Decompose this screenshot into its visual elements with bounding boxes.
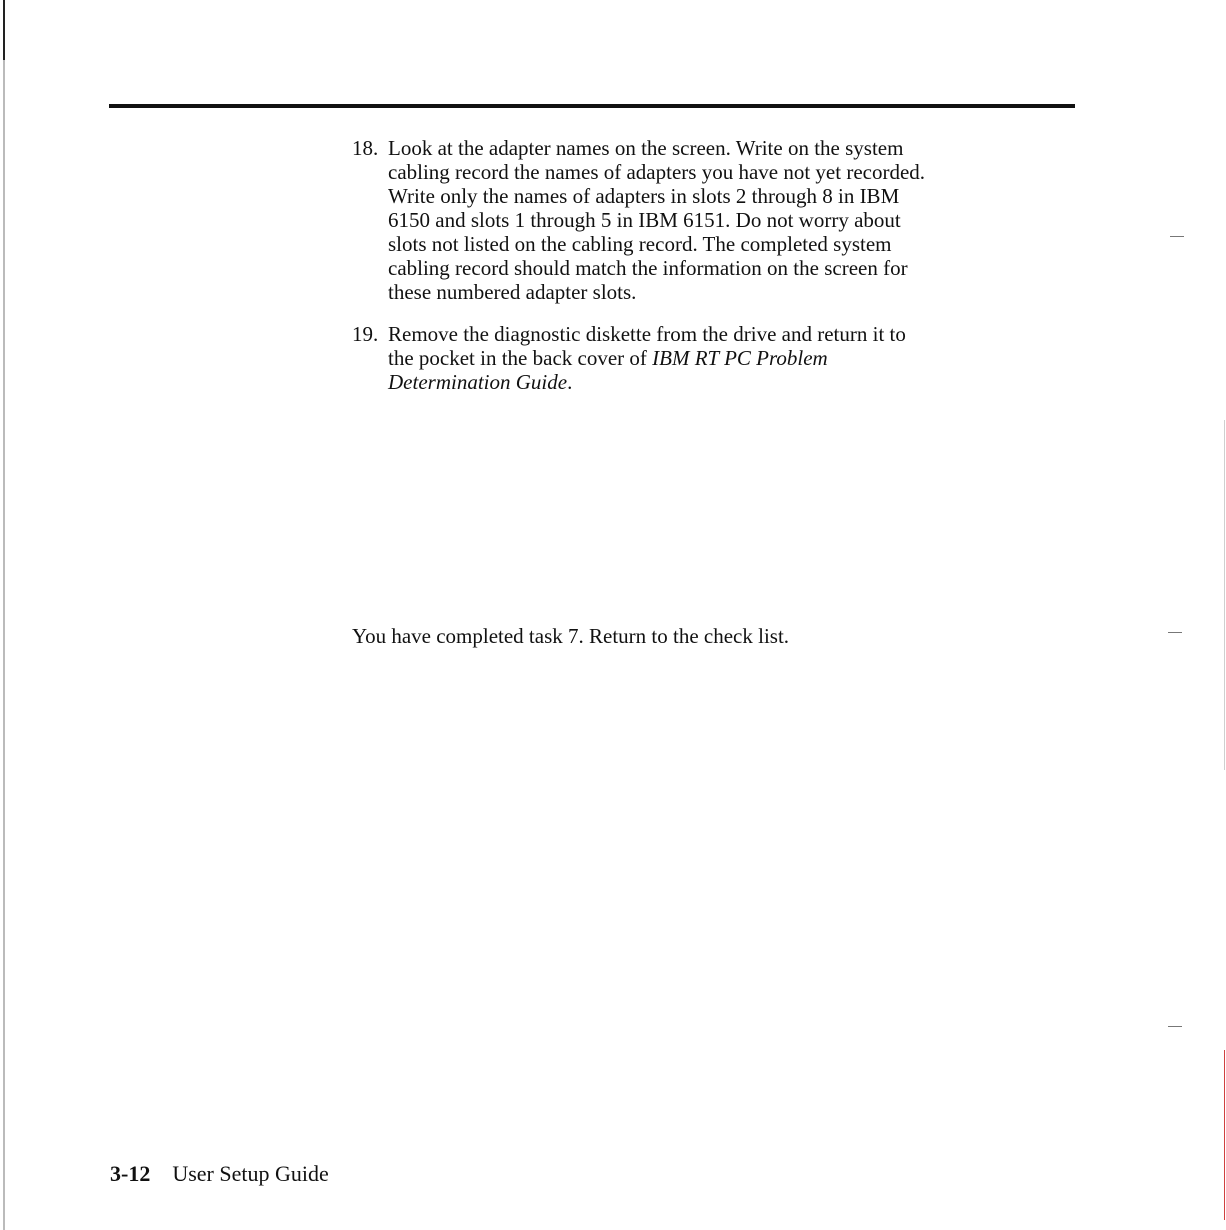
step-number: 18.: [352, 136, 379, 160]
step-line: these numbered adapter slots.: [388, 280, 637, 304]
book-title: User Setup Guide: [172, 1161, 329, 1186]
step-line: [388, 346, 1078, 370]
margin-tick: [1168, 1026, 1182, 1027]
step-line: Remove the diagnostic diskette from the drive and return it to: [388, 322, 906, 346]
step-text: [388, 322, 1078, 394]
margin-tick: [1168, 632, 1182, 633]
scan-edge-right: [1224, 420, 1225, 770]
step-line: cabling record the names of adapters you have not yet recorded.: [388, 160, 926, 184]
book-title-reference: Determination Guide: [388, 370, 568, 394]
scan-edge-left: [3, 0, 5, 1230]
step-line: Look at the adapter names on the screen. Write on the system: [388, 136, 904, 160]
step-number: 19.: [352, 322, 379, 346]
step-line: 6150 and slots 1 through 5 in IBM 6151. Do not worry about: [388, 208, 901, 232]
step-18: [352, 136, 1082, 304]
task-complete-note: You have completed task 7. Return to the check list.: [352, 624, 790, 648]
step-text: [388, 136, 1078, 304]
page-footer: [110, 1162, 329, 1186]
page-number: 3-12: [110, 1161, 151, 1186]
margin-tick: [1170, 236, 1184, 237]
step-line: [388, 370, 1078, 394]
step-line: cabling record should match the information on the screen for: [388, 256, 908, 280]
header-rule: [109, 104, 1075, 108]
book-title-reference: IBM RT PC Problem: [652, 346, 828, 370]
scan-edge-right-red: [1224, 1050, 1225, 1220]
step-19: [352, 322, 1082, 394]
step-text-plain: the pocket in the back cover of: [388, 346, 653, 370]
step-line: Write only the names of adapters in slots 2 through 8 in IBM: [388, 184, 900, 208]
step-line: slots not listed on the cabling record. The completed system: [388, 232, 892, 256]
step-text-plain: .: [567, 370, 573, 394]
